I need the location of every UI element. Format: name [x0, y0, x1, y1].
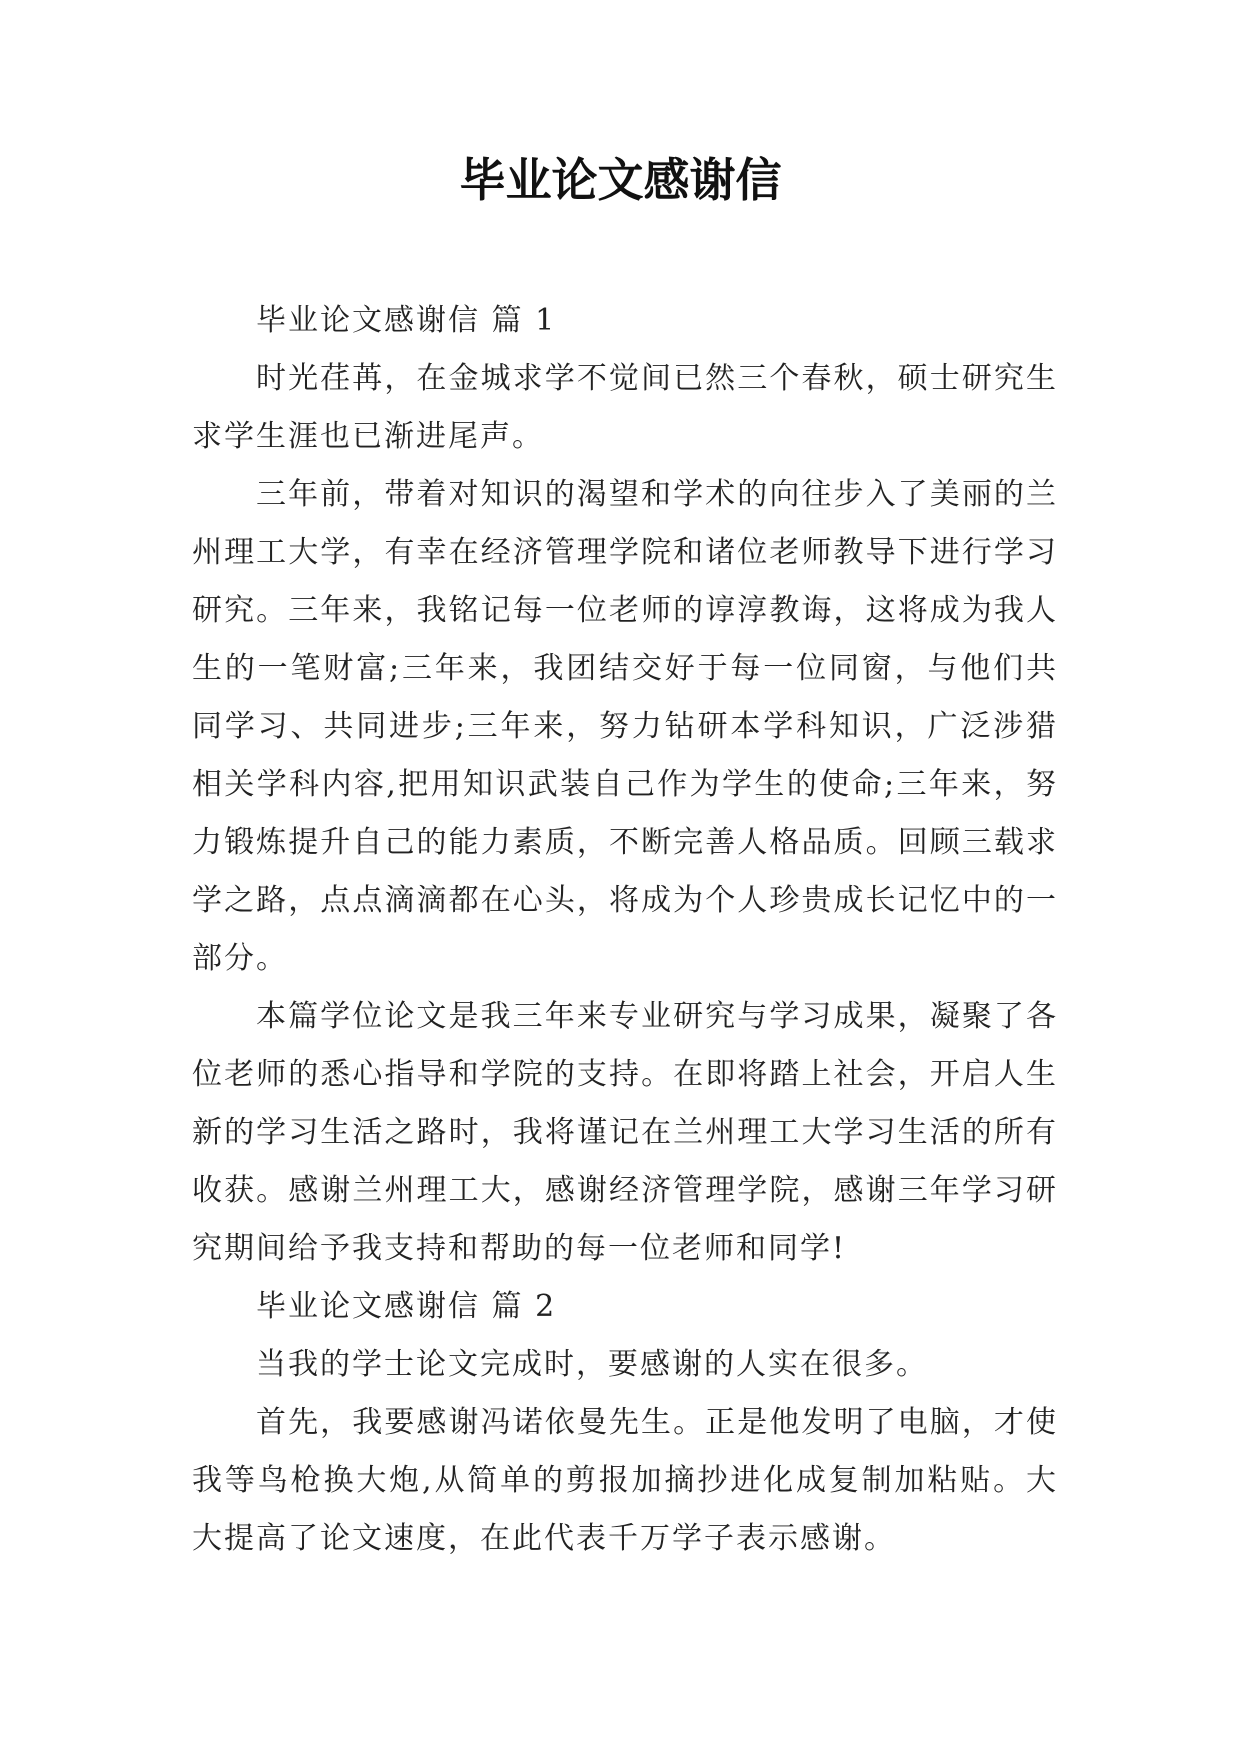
document-body — [192, 292, 1058, 1568]
paragraph: 当我的学士论文完成时，要感谢的人实在很多。 — [256, 1347, 928, 1382]
section-heading-2: 毕业论文感谢信 篇 2 — [256, 1289, 557, 1324]
paragraph: 本篇学位论文是我三年来专业研究与学习成果，凝聚了各位老师的悉心指导和学院的支持。在即将踏上社会，开启人生新的学习生活之路时，我将谨记在兰州理工大学习生活的所有收获。感谢兰州理工大，感谢经济管理学院，感谢三年学习研究期间给予我支持和帮助的每一位老师和同学! — [192, 999, 1058, 1266]
paragraph: 三年前，带着对知识的渴望和学术的向往步入了美丽的兰州理工大学，有幸在经济管理学院和诸位老师教导下进行学习研究。三年来，我铭记每一位老师的谆淳教诲，这将成为我人生的一笔财富;三年来，我团结交好于每一位同窗，与他们共同学习、共同进步;三年来，努力钻研本学科知识，广泛涉猎相关学科内容,把用知识武装自己作为学生的使命;三年来，努力锻炼提升自己的能力素质，不断完善人格品质。回顾三载求学之路，点点滴滴都在心头，将成为个人珍贵成长记忆中的一部分。 — [192, 477, 1058, 976]
section-heading-1: 毕业论文感谢信 篇 1 — [256, 303, 557, 338]
document-title: 毕业论文感谢信 — [459, 153, 782, 207]
paragraph: 时光荏苒，在金城求学不觉间已然三个春秋，硕士研究生求学生涯也已渐进尾声。 — [192, 361, 1058, 454]
paragraph: 首先，我要感谢冯诺依曼先生。正是他发明了电脑，才使我等鸟枪换大炮,从简单的剪报加摘抄进化成复制加粘贴。大大提高了论文速度，在此代表千万学子表示感谢。 — [192, 1405, 1058, 1556]
